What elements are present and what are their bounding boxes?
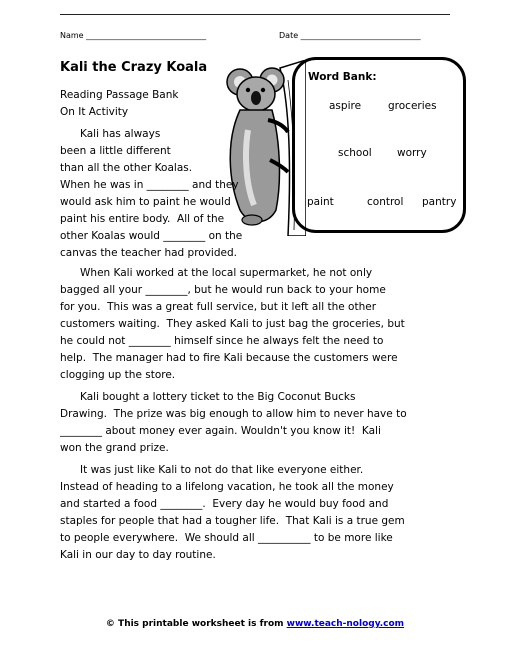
word-bank-title: Word Bank:: [308, 71, 377, 83]
word-bank-word: school: [338, 147, 372, 159]
subtitle-line-2: On It Activity: [60, 106, 129, 118]
word-bank-word: pantry: [422, 196, 457, 208]
footer-text: © This printable worksheet is from: [105, 619, 287, 629]
word-bank-word: aspire: [329, 100, 362, 112]
page-title: Kali the Crazy Koala: [60, 60, 208, 75]
date-field-label: Date ______________________________: [279, 31, 421, 40]
word-bank-word: paint: [307, 196, 334, 208]
word-bank-word: control: [367, 196, 404, 208]
footer-link[interactable]: www.teach-nology.com: [286, 619, 405, 629]
word-bank-box: [292, 57, 466, 233]
name-field-label: Name ______________________________: [60, 31, 207, 40]
paragraph-1: Kali has always been a little different than all the other Koalas. When he was in ________ and they would ask him to paint he would paint his entire body. All of the other Koalas would ________ on the canvas the teacher had provided.: [60, 128, 243, 259]
top-rule: [60, 14, 450, 15]
footer: [0, 619, 510, 629]
subtitle: [60, 87, 178, 121]
paragraph-4: It was just like Kali to not do that like everyone either. Instead of heading to a lifelong vacation, he took all the money and started a food ________. Every day he would buy food and staples for people that had a tougher life. That Kali is a true gem to people everywhere. We should all __________ to be more like Kali in our day to day routine.: [60, 464, 405, 561]
paragraph-3: Kali bought a lottery ticket to the Big Coconut Bucks Drawing. The prize was big enough to allow him to never have to ________ about money ever again. Wouldn't you know it! Kali won the grand prize.: [60, 391, 407, 454]
subtitle-line-1: Reading Passage Bank: [60, 89, 179, 101]
paragraph-2: When Kali worked at the local supermarket, he not only bagged all your ________, but he would run back to your home for you. This was a great full service, but it left all the other customers waiting. They asked Kali to just bag the groceries, but he could not ________ himself since he always felt the need to help. The manager had to fire Kali because the customers were clogging up the store.: [60, 267, 405, 381]
word-bank-word: groceries: [388, 100, 437, 112]
word-bank-word: worry: [397, 147, 427, 159]
